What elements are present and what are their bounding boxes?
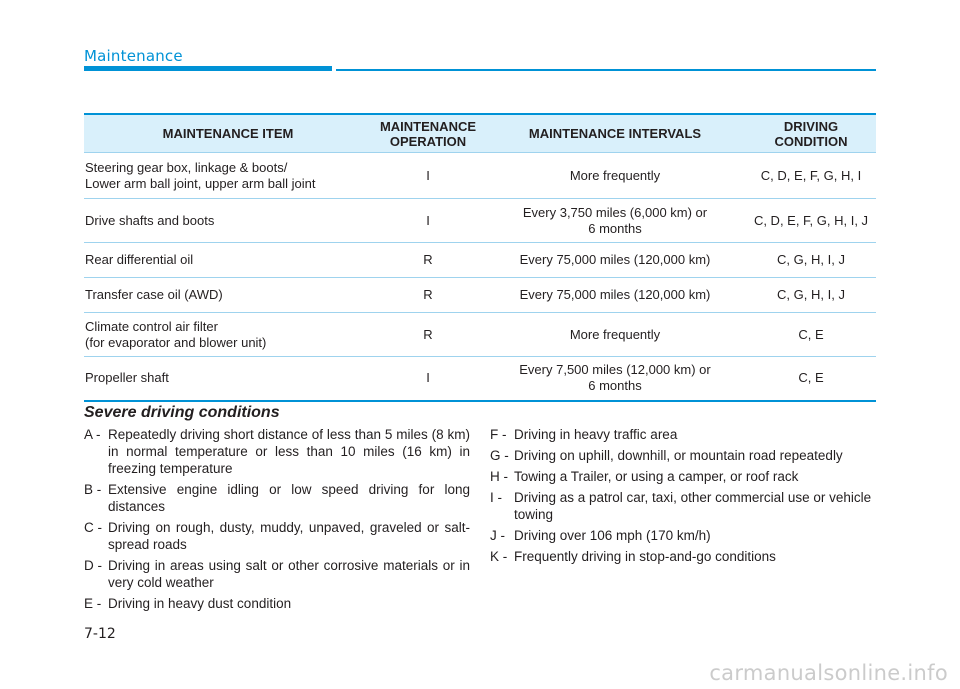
row-item: Transfer case oil (AWD)	[84, 278, 372, 313]
col-header-operation	[372, 114, 484, 153]
table-row	[84, 278, 876, 313]
row-operation: I	[372, 357, 484, 401]
condition-code: F -	[490, 427, 507, 442]
col-header-condition	[746, 114, 876, 153]
col-header-operation-label: MAINTENANCE OPERATION	[379, 118, 477, 149]
col-header-interval-label: MAINTENANCE INTERVALS	[528, 126, 702, 141]
row-operation: I	[372, 153, 484, 199]
condition-code: E -	[84, 596, 102, 611]
row-interval: More frequently	[484, 153, 746, 199]
condition-item	[84, 426, 470, 477]
condition-code: A -	[84, 427, 101, 442]
condition-text: Driving as a patrol car, taxi, other commercial use or vehicle towing	[514, 490, 872, 522]
row-item: Drive shafts and boots	[84, 199, 372, 243]
severe-conditions-right-column	[490, 426, 878, 569]
condition-item	[490, 548, 878, 565]
row-interval: Every 7,500 miles (12,000 km) or 6 months	[484, 357, 746, 401]
condition-code: B -	[84, 482, 102, 497]
row-item: Climate control air filter (for evaporator and blower unit)	[84, 313, 372, 357]
row-item: Steering gear box, linkage & boots/ Lower arm ball joint, upper arm ball joint	[84, 153, 372, 199]
condition-text: Frequently driving in stop-and-go conditions	[514, 549, 776, 564]
condition-item	[84, 557, 470, 591]
condition-item	[84, 481, 470, 515]
row-item: Propeller shaft	[84, 357, 372, 401]
page-number: 7-12	[84, 626, 116, 642]
condition-item	[490, 489, 878, 523]
condition-code: J -	[490, 528, 505, 543]
maintenance-table	[84, 113, 876, 402]
table-row	[84, 243, 876, 278]
condition-item	[84, 595, 470, 612]
row-operation: I	[372, 199, 484, 243]
row-operation: R	[372, 313, 484, 357]
header-rule-thick	[84, 66, 332, 71]
condition-text: Extensive engine idling or low speed driving for long distances	[108, 482, 470, 514]
condition-text: Driving on rough, dusty, muddy, unpaved, graveled or salt-spread roads	[108, 520, 470, 552]
condition-item	[490, 527, 878, 544]
severe-conditions-title: Severe driving conditions	[84, 404, 280, 421]
header-rule-thin	[336, 69, 876, 71]
condition-code: C -	[84, 520, 102, 535]
row-condition: C, D, E, F, G, H, I	[746, 153, 876, 199]
row-interval: Every 3,750 miles (6,000 km) or 6 months	[484, 199, 746, 243]
row-operation: R	[372, 243, 484, 278]
condition-item	[490, 426, 878, 443]
row-condition: C, E	[746, 313, 876, 357]
condition-text: Repeatedly driving short distance of less than 5 miles (8 km) in normal temperature or less than 10 miles (16 km) in freezing temperature	[108, 427, 470, 476]
row-condition: C, E	[746, 357, 876, 401]
col-header-item-label: MAINTENANCE ITEM	[162, 126, 294, 141]
row-operation: R	[372, 278, 484, 313]
condition-item	[84, 519, 470, 553]
condition-code: I -	[490, 490, 502, 505]
table-header-row	[84, 114, 876, 153]
condition-code: K -	[490, 549, 508, 564]
col-header-item	[84, 114, 372, 153]
condition-text: Towing a Trailer, or using a camper, or roof rack	[514, 469, 799, 484]
row-condition: C, G, H, I, J	[746, 278, 876, 313]
condition-item	[490, 447, 878, 464]
watermark: carmanualsonline.info	[709, 661, 948, 685]
row-interval: Every 75,000 miles (120,000 km)	[484, 278, 746, 313]
condition-text: Driving in heavy dust condition	[108, 596, 292, 611]
col-header-interval	[484, 114, 746, 153]
condition-item	[490, 468, 878, 485]
table-row	[84, 153, 876, 199]
row-interval: Every 75,000 miles (120,000 km)	[484, 243, 746, 278]
section-title: Maintenance	[84, 47, 183, 65]
table-row	[84, 313, 876, 357]
condition-text: Driving in heavy traffic area	[514, 427, 678, 442]
condition-text: Driving on uphill, downhill, or mountain road repeatedly	[514, 448, 843, 463]
table-row	[84, 199, 876, 243]
condition-code: H -	[490, 469, 508, 484]
condition-text: Driving over 106 mph (170 km/h)	[514, 528, 711, 543]
row-condition: C, D, E, F, G, H, I, J	[746, 199, 876, 243]
table-row	[84, 357, 876, 401]
condition-code: D -	[84, 558, 102, 573]
col-header-condition-label: DRIVING CONDITION	[774, 118, 848, 149]
severe-conditions-left-column	[84, 426, 470, 616]
row-interval: More frequently	[484, 313, 746, 357]
condition-code: G -	[490, 448, 509, 463]
row-item: Rear differential oil	[84, 243, 372, 278]
condition-text: Driving in areas using salt or other corrosive materials or in very cold weather	[108, 558, 470, 590]
row-condition: C, G, H, I, J	[746, 243, 876, 278]
